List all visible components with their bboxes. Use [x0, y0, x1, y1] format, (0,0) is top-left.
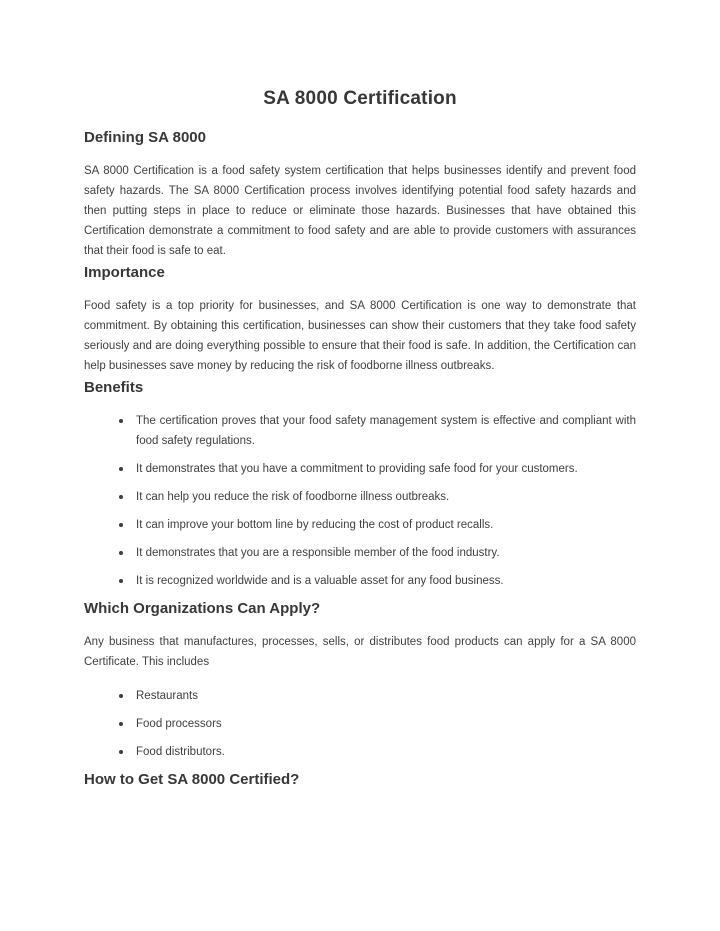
list-item-text: It can help you reduce the risk of foodborne illness outbreaks.: [136, 491, 450, 503]
list-item-text: Food processors: [136, 718, 222, 730]
benefits-bullet-list: [84, 411, 636, 591]
list-item: [84, 714, 636, 734]
list-item-text: Restaurants: [136, 690, 199, 702]
page-title: SA 8000 Certification: [263, 88, 457, 109]
bullet-icon: [119, 750, 123, 754]
list-item-text: It demonstrates that you are a responsible member of the food industry.: [136, 547, 500, 559]
list-item-text: Food distributors.: [136, 746, 225, 758]
list-item-text: The certification proves that your food safety management system is effective and compliant with food safety regulations.: [136, 415, 636, 447]
paragraph-which-organizations: Any business that manufactures, processes, sells, or distributes food products can apply for a SA 8000 Certificate. This includes: [84, 636, 636, 668]
section-heading-defining-sa-8000: Defining SA 8000: [84, 129, 206, 146]
section-heading-importance: Importance: [84, 264, 165, 281]
section-heading-which-organizations-can-apply: Which Organizations Can Apply?: [84, 600, 321, 617]
list-item: [84, 571, 636, 591]
list-item: [84, 543, 636, 563]
list-item: [84, 459, 636, 479]
bullet-icon: [119, 467, 123, 471]
list-item-text: It can improve your bottom line by reducing the cost of product recalls.: [136, 519, 494, 531]
list-item: [84, 742, 636, 762]
section-heading-how-to-get-certified: How to Get SA 8000 Certified?: [84, 771, 300, 788]
bullet-icon: [119, 495, 123, 499]
bullet-icon: [119, 419, 123, 423]
list-item: [84, 411, 636, 451]
paragraph-importance: Food safety is a top priority for businesses, and SA 8000 Certification is one way to demonstrate that commitment. By obtaining this certification, businesses can show their customers that they take food safety seriously and are doing everything possible to ensure that their food is safe. In addition, the Certification can help businesses save money by reducing the risk of foodborne illness outbreaks.: [84, 300, 636, 372]
list-item-text: It demonstrates that you have a commitment to providing safe food for your customers.: [136, 463, 578, 475]
list-item: [84, 487, 636, 507]
list-item: [84, 515, 636, 535]
organizations-bullet-list: [84, 686, 636, 762]
bullet-icon: [119, 579, 123, 583]
bullet-icon: [119, 694, 123, 698]
bullet-icon: [119, 551, 123, 555]
bullet-icon: [119, 722, 123, 726]
bullet-icon: [119, 523, 123, 527]
list-item: [84, 686, 636, 706]
paragraph-defining-sa-8000: SA 8000 Certification is a food safety system certification that helps businesses identify and prevent food safety hazards. The SA 8000 Certification process involves identifying potential food safety hazards and then putting steps in place to reduce or eliminate those hazards. Businesses that have obtained this Certification demonstrate a commitment to food safety and are able to provide customers with assurances that their food is safe to eat.: [84, 165, 636, 257]
list-item-text: It is recognized worldwide and is a valuable asset for any food business.: [136, 575, 504, 587]
section-heading-benefits: Benefits: [84, 379, 144, 396]
